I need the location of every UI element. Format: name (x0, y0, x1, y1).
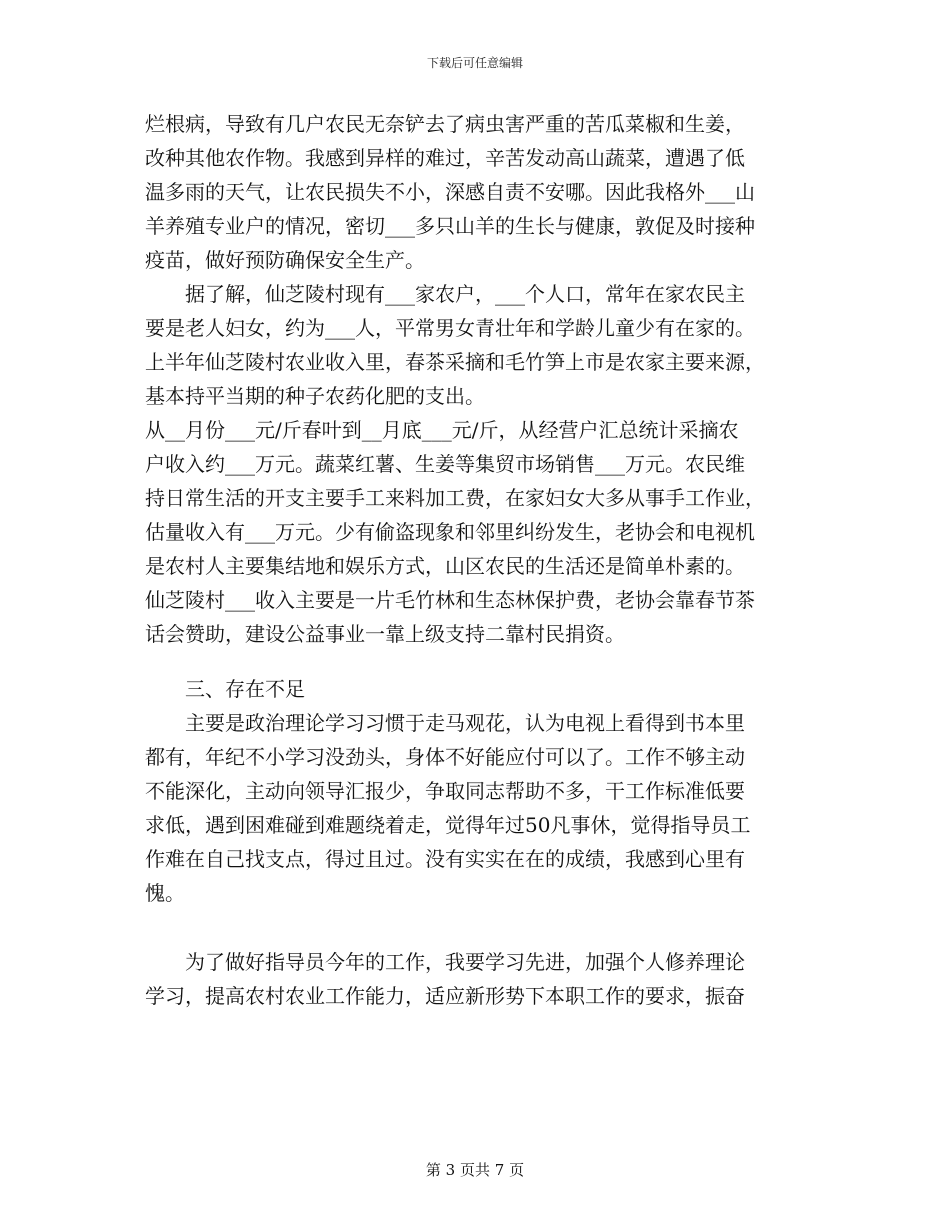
text-line: 作难在自己找支点，得过且过。没有实实在在的成绩，我感到心里有 (145, 847, 745, 871)
page-header: 下载后可任意编辑 (426, 56, 523, 70)
text-line: 据了解，仙芝陵村现有___家农户，___个人口，常年在家农民主 (185, 282, 745, 306)
text-line: 羊养殖专业户的情况，密切___多只山羊的生长与健康，敦促及时接种 (145, 214, 755, 238)
page-footer: 第 3 页共 7 页 (425, 1161, 525, 1179)
paragraph-gap (145, 910, 810, 945)
section-heading: 三、存在不足 (185, 677, 305, 701)
text-line: 估量收入有___万元。少有偷盗现象和邻里纠纷发生，老协会和电视机 (145, 520, 755, 544)
text-line: 学习，提高农村农业工作能力，适应新形势下本职工作的要求，振奋 (145, 984, 745, 1008)
section-gap (145, 651, 810, 672)
text-line: 要是老人妇女，约为___人，平常男女青壮年和学龄儿童少有在家的。 (145, 316, 755, 340)
text-line: 为了做好指导员今年的工作，我要学习先进，加强个人修养理论 (185, 950, 745, 974)
text-line: 上半年仙芝陵村农业收入里，春茶采摘和毛竹笋上市是农家主要来源， (145, 350, 765, 374)
text-line: 主要是政治理论学习习惯于走马观花，认为电视上看得到书本里 (185, 711, 745, 735)
text-line: 愧。 (145, 881, 185, 905)
text-line: 仙芝陵村___收入主要是一片毛竹林和生态林保护费，老协会靠春节茶 (145, 588, 755, 612)
text-line: 改种其他农作物。我感到异样的难过，辛苦发动高山蔬菜，遭遇了低 (145, 146, 745, 170)
text-line: 基本持平当期的种子农药化肥的支出。 (145, 384, 485, 408)
text-line: 户收入约___万元。蔬菜红薯、生姜等集贸市场销售___万元。农民维 (145, 452, 745, 476)
text-line: 温多雨的天气，让农民损失不小，深感自责不安哪。因此我格外___山 (145, 180, 755, 204)
text-line: 话会赞助，建设公益事业一靠上级支持二靠村民捐资。 (145, 622, 625, 646)
text-line: 都有，年纪不小学习没劲头，身体不好能应付可以了。工作不够主动 (145, 745, 745, 769)
text-line: 疫苗，做好预防确保安全生产。 (145, 248, 425, 272)
document-body (145, 107, 810, 1013)
text-line: 求低，遇到困难碰到难题绕着走，觉得年过50凡事休，觉得指导员工 (145, 813, 751, 837)
text-line: 持日常生活的开支主要手工来料加工费，在家妇女大多从事手工作业， (145, 486, 765, 510)
text-line: 不能深化，主动向领导汇报少，争取同志帮助不多，干工作标准低要 (145, 779, 745, 803)
text-line: 是农村人主要集结地和娱乐方式，山区农民的生活还是简单朴素的。 (145, 554, 745, 578)
text-line: 烂根病，导致有几户农民无奈铲去了病虫害严重的苦瓜菜椒和生姜， (145, 112, 745, 136)
text-line: 从__月份___元/斤春叶到__月底___元/斤，从经营户汇总统计采摘农 (145, 418, 739, 442)
